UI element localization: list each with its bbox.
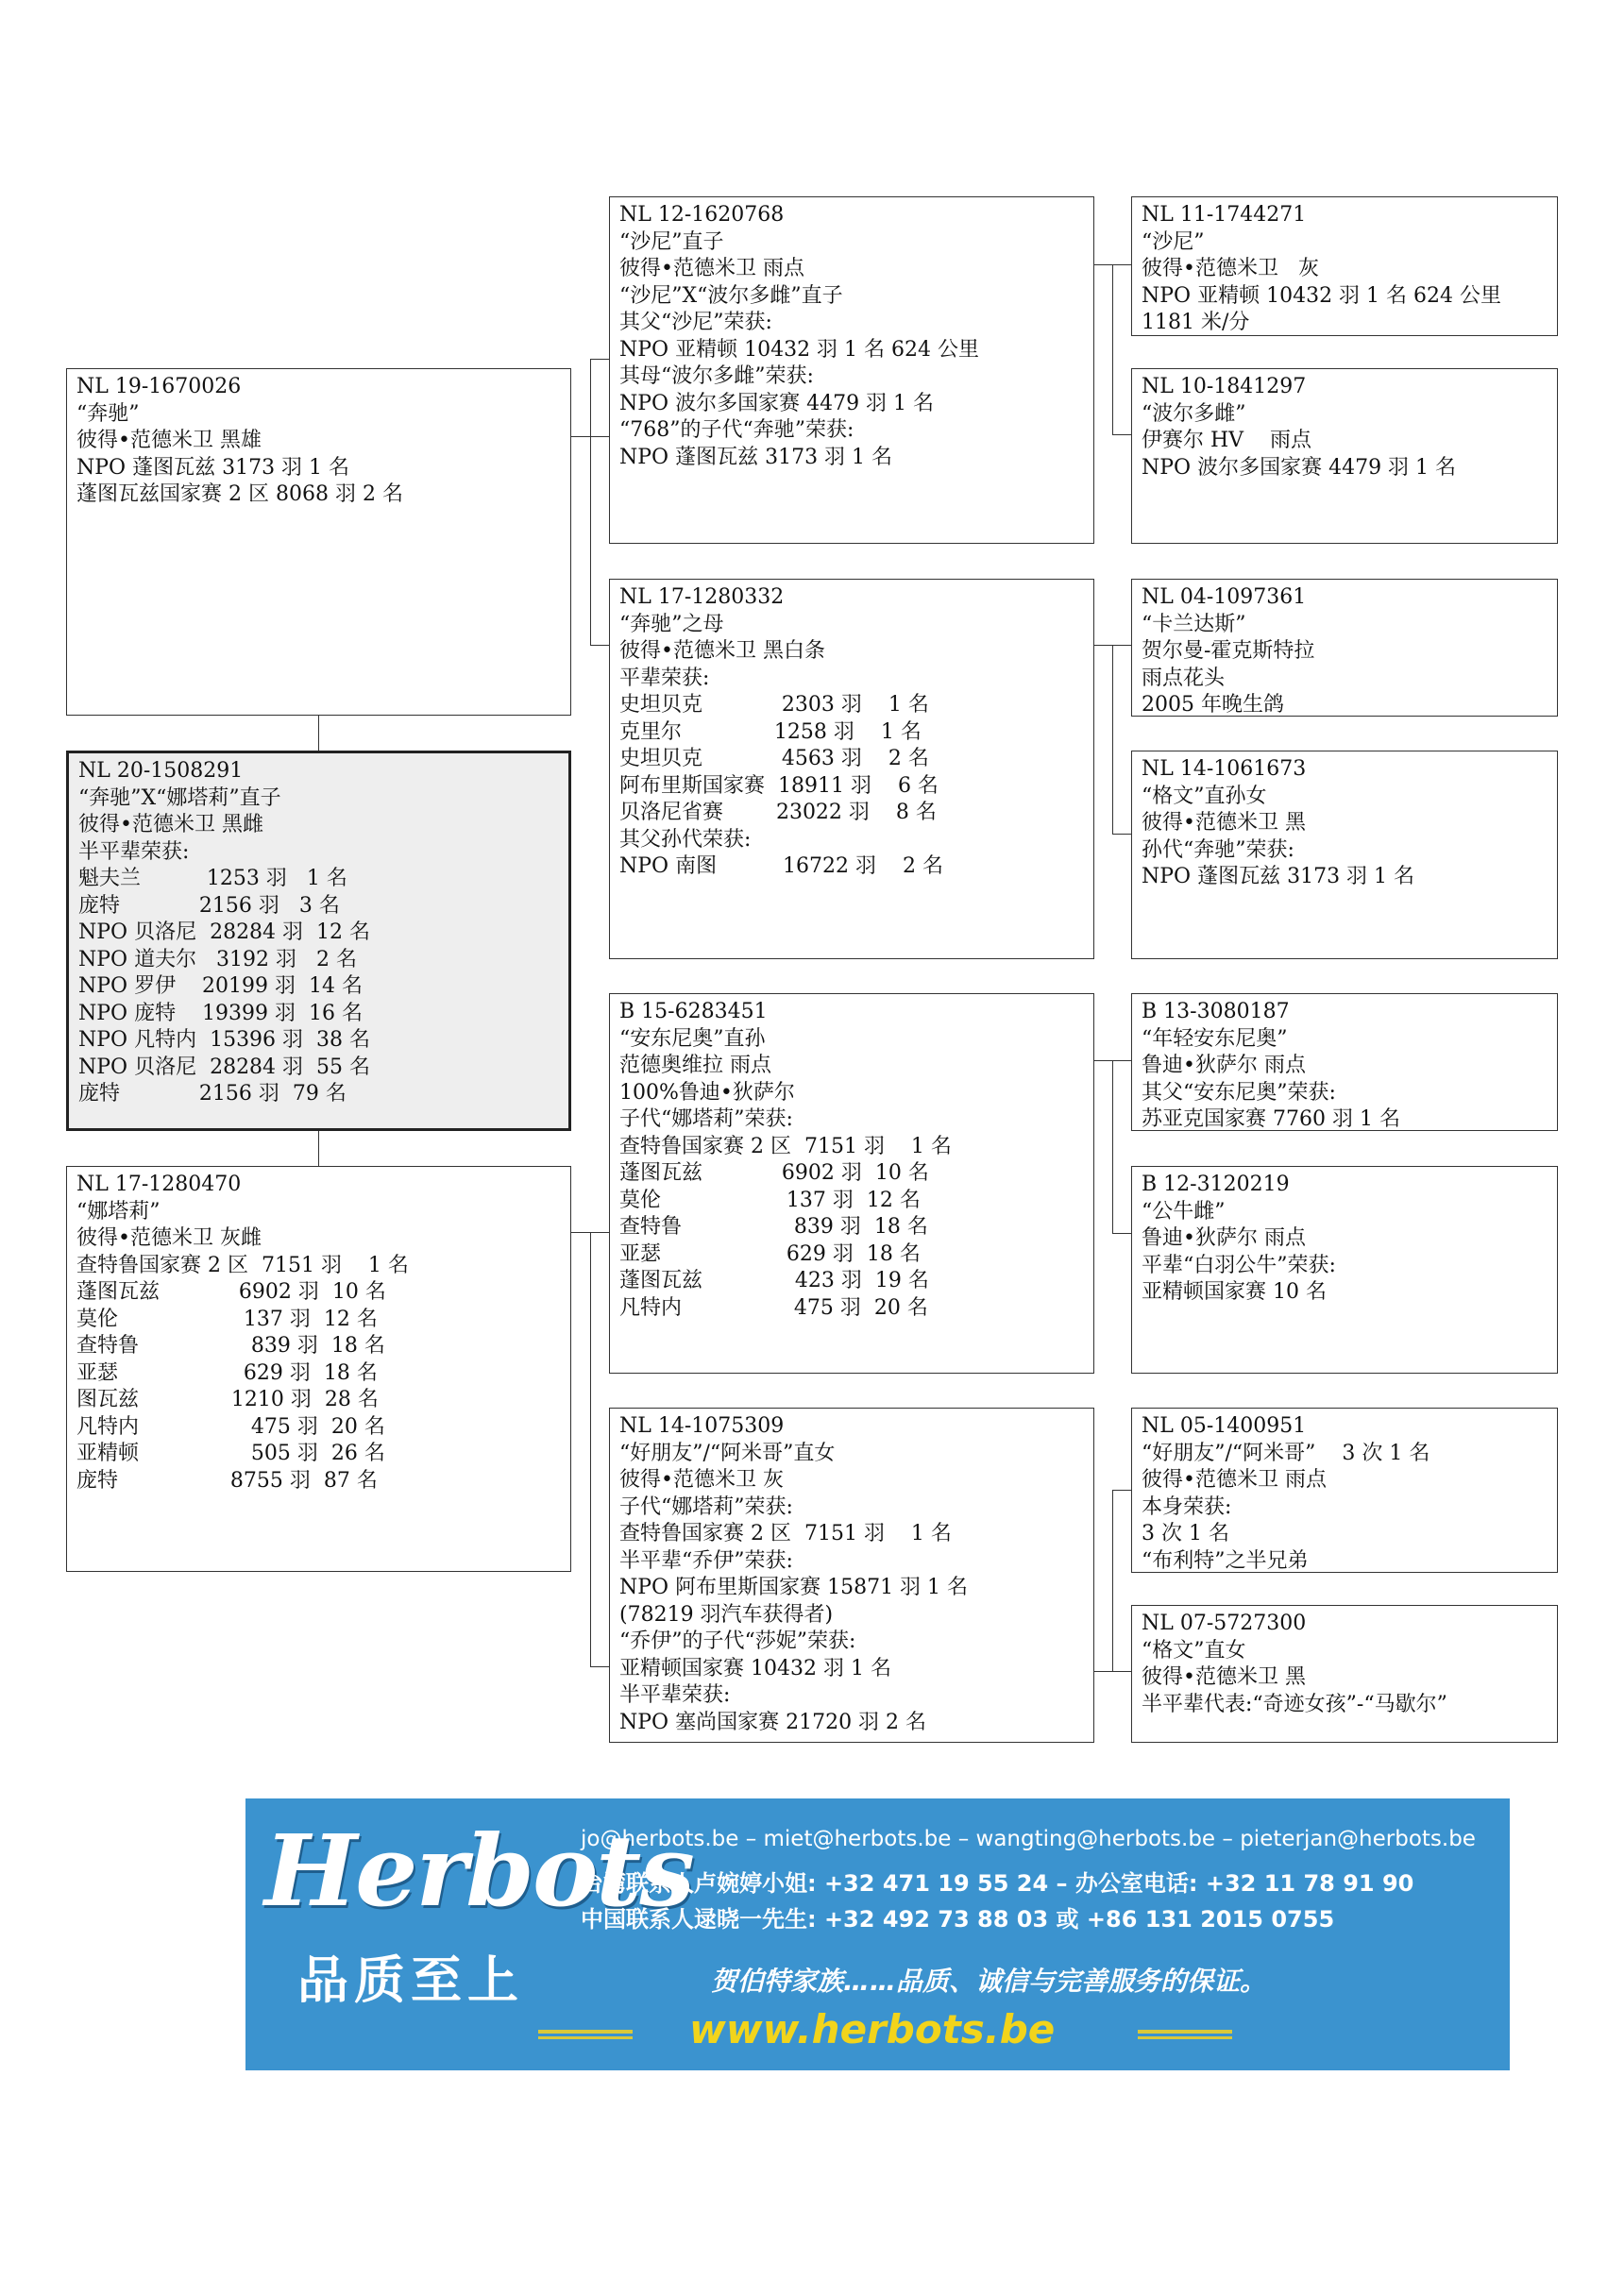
pedigree-line: 史坦贝克 4563 羽 2 名 (619, 747, 929, 770)
pedigree-line: NPO 蓬图瓦兹 3173 羽 1 名 (1142, 865, 1415, 888)
pedigree-line: 凡特内 475 羽 20 名 (619, 1295, 928, 1320)
pedigree-line: (78219 羽汽车获得者) (619, 1602, 834, 1627)
sire-sire-box (609, 196, 1094, 544)
pedigree-line: 蓬图瓦兹 6902 羽 10 名 (619, 1161, 929, 1185)
ring-number: NL 14-1061673 (1142, 757, 1307, 781)
pedigree-line: NPO 波尔多国家赛 4479 羽 1 名 (1142, 455, 1457, 480)
pedigree-line: NPO 阿布里斯国家赛 15871 羽 1 名 (619, 1576, 969, 1599)
pedigree-line: 雨点花头 (1142, 666, 1226, 690)
pedigree-line: 彼得•范德米卫 雨点 (619, 257, 804, 280)
pedigree-line: 3 次 1 名 (1142, 1522, 1229, 1545)
connector (1112, 645, 1113, 834)
pedigree-line: NPO 道夫尔 3192 羽 2 名 (78, 947, 358, 971)
tagline: 贺伯特家族……品质、诚信与完善服务的保证。 (711, 1966, 1267, 1997)
pedigree-line: 彼得•范德米卫 黑雄 (76, 429, 262, 452)
ds-dam-box (1131, 1166, 1558, 1374)
ring-number: NL 07-5727300 (1142, 1612, 1307, 1635)
ring-number: B 15-6283451 (619, 1000, 768, 1023)
pedigree-line: NPO 蓬图瓦兹 3173 羽 1 名 (619, 445, 893, 469)
pedigree-line: 蓬图瓦兹 423 羽 19 名 (619, 1269, 929, 1292)
pedigree-line: 查特鲁国家赛 2 区 7151 羽 1 名 (619, 1522, 952, 1545)
pedigree-line: 彼得•范德米卫 灰 (1142, 257, 1319, 280)
pedigree-line: 莫伦 137 羽 12 名 (76, 1307, 378, 1331)
email-contacts[interactable]: jo@herbots.be – miet@herbots.be – wangting@herbots.be – pieterjan@herbots.be (581, 1827, 1476, 1851)
pedigree-line: 阿布里斯国家赛 18911 羽 6 名 (619, 773, 939, 798)
decorative-rule-right (1138, 2030, 1232, 2034)
connector (1093, 1671, 1132, 1672)
connector (1112, 264, 1113, 434)
pedigree-line: 孙代“奔驰”荣获: (1142, 837, 1294, 862)
sd-sire-box (1131, 579, 1558, 717)
pedigree-line: 贝洛尼省赛 23022 羽 8 名 (619, 801, 937, 824)
ss-sire-box (1131, 196, 1558, 336)
pedigree-line: “娜塔莉” (76, 1199, 161, 1224)
ring-number: NL 14-1075309 (619, 1414, 785, 1438)
dam-dam-box (609, 1408, 1094, 1743)
pedigree-line: 彼得•范德米卫 黑白条 (619, 639, 825, 663)
pedigree-line: “波尔多雌” (1142, 401, 1246, 426)
china-contact: 中国联系人逯晓一先生: +32 492 73 88 03 或 +86 131 2015 0755 (581, 1906, 1335, 1933)
pedigree-line: 其父孙代荣获: (619, 827, 752, 852)
taiwan-contact: 台湾联系人卢婉婷小姐: +32 471 19 55 24 – 办公室电话: +32 11 78 91 90 (581, 1870, 1414, 1897)
pedigree-line: 查特鲁国家赛 2 区 7151 羽 1 名 (619, 1134, 952, 1158)
pedigree-line: 魁夫兰 1253 羽 1 名 (78, 867, 347, 890)
sire-box (66, 368, 571, 716)
slogan: 品质至上 (297, 1950, 524, 2010)
decorative-rule-left (538, 2030, 633, 2034)
herbots-banner (245, 1798, 1510, 2070)
pedigree-line: NPO 凡特内 15396 羽 38 名 (78, 1028, 371, 1052)
pedigree-line: “好朋友”/“阿米哥”直女 (619, 1441, 836, 1465)
ring-number: NL 17-1280470 (76, 1173, 242, 1196)
ring-number: NL 04-1097361 (1142, 585, 1307, 609)
pedigree-line: “年轻安东尼奥” (1142, 1026, 1288, 1051)
pedigree-line: 2005 年晚生鸽 (1142, 693, 1284, 717)
pedigree-line: 伊赛尔 HV 雨点 (1142, 429, 1312, 452)
pedigree-line: 其父“沙尼”荣获: (619, 311, 772, 334)
pedigree-line: NPO 南图 16722 羽 2 名 (619, 854, 943, 878)
pedigree-line: 庞特 2156 羽 79 名 (78, 1082, 347, 1106)
connector (590, 1666, 610, 1667)
pedigree-line: NPO 亚精顿 10432 羽 1 名 624 公里 (1142, 283, 1502, 308)
pedigree-line: “沙尼”X“波尔多雌”直子 (619, 283, 843, 308)
pedigree-line: 亚瑟 629 羽 18 名 (619, 1241, 921, 1266)
sire-dam-box (609, 579, 1094, 959)
connector (1112, 1490, 1132, 1491)
pedigree-line: NPO 罗伊 20199 羽 14 名 (78, 974, 364, 998)
pedigree-line: NPO 波尔多国家赛 4479 羽 1 名 (619, 391, 935, 415)
pedigree-line: 查特鲁 839 羽 18 名 (619, 1215, 928, 1239)
ring-number: NL 05-1400951 (1142, 1414, 1307, 1438)
pedigree-line: NPO 亚精顿 10432 羽 1 名 624 公里 (619, 337, 980, 362)
connector (1112, 1060, 1113, 1233)
pedigree-line: “768”的子代“奔驰”荣获: (619, 418, 854, 442)
pedigree-line: “安东尼奥”直孙 (619, 1026, 766, 1051)
ring-number: B 13-3080187 (1142, 1000, 1290, 1023)
pedigree-line: “好朋友”/“阿米哥” 3 次 1 名 (1142, 1441, 1430, 1465)
subject-box (66, 751, 571, 1131)
connector (1093, 1060, 1132, 1061)
connector (590, 359, 591, 645)
pedigree-line: NPO 贝洛尼 28284 羽 12 名 (78, 920, 371, 944)
connector (318, 715, 319, 751)
pedigree-line: “奔驰”X“娜塔莉”直子 (78, 785, 281, 810)
pedigree-line: “格文”直女 (1142, 1638, 1246, 1663)
pedigree-line: 查特鲁国家赛 2 区 7151 羽 1 名 (76, 1253, 409, 1277)
pedigree-line: 图瓦兹 1210 羽 28 名 (76, 1388, 379, 1411)
pedigree-line: “卡兰达斯” (1142, 612, 1246, 636)
ds-sire-box (1131, 993, 1558, 1131)
pedigree-line: “乔伊”的子代“莎妮”荣获: (619, 1629, 856, 1653)
pedigree-line: 彼得•范德米卫 黑 (1142, 811, 1306, 835)
ring-number: B 12-3120219 (1142, 1173, 1290, 1196)
pedigree-line: “布利特”之半兄弟 (1142, 1548, 1309, 1573)
pedigree-line: 彼得•范德米卫 雨点 (1142, 1468, 1327, 1492)
pedigree-line: 鲁迪•狄萨尔 雨点 (1142, 1054, 1306, 1077)
pedigree-line: NPO 蓬图瓦兹 3173 羽 1 名 (76, 455, 350, 480)
pedigree-line: 半平辈荣获: (619, 1683, 731, 1707)
ring-number: NL 11-1744271 (1142, 203, 1307, 227)
ring-number: NL 19-1670026 (76, 375, 242, 398)
pedigree-line: 鲁迪•狄萨尔 雨点 (1142, 1226, 1306, 1250)
dam-box (66, 1166, 571, 1572)
pedigree-line: 亚瑟 629 羽 18 名 (76, 1360, 378, 1385)
pedigree-line: 庞特 2156 羽 3 名 (78, 893, 340, 918)
pedigree-line: “格文”直孙女 (1142, 784, 1267, 808)
pedigree-line: NPO 塞尚国家赛 21720 羽 2 名 (619, 1710, 927, 1734)
pedigree-line: 半平辈“乔伊”荣获: (619, 1548, 793, 1573)
pedigree-line: 莫伦 137 羽 12 名 (619, 1188, 921, 1212)
pedigree-line: NPO 贝洛尼 28284 羽 55 名 (78, 1055, 371, 1079)
sd-dam-box (1131, 751, 1558, 959)
connector (1093, 645, 1132, 646)
pedigree-line: 蓬图瓦兹 6902 羽 10 名 (76, 1280, 386, 1304)
ring-number: NL 17-1280332 (619, 585, 785, 609)
pedigree-line: 查特鲁 839 羽 18 名 (76, 1334, 385, 1358)
pedigree-line: 彼得•范德米卫 灰雌 (76, 1226, 262, 1250)
connector (1112, 1490, 1113, 1671)
pedigree-line: “奔驰”之母 (619, 612, 724, 636)
pedigree-line: 亚精顿国家赛 10432 羽 1 名 (619, 1656, 891, 1680)
connector (1112, 1233, 1132, 1234)
pedigree-line: 半平辈代表:“奇迹女孩”-“马歇尔” (1142, 1692, 1447, 1716)
pedigree-line: 平辈荣获: (619, 666, 710, 690)
dam-sire-box (609, 993, 1094, 1374)
pedigree-line: “沙尼”直子 (619, 229, 724, 254)
connector (590, 645, 610, 646)
pedigree-line: 其母“波尔多雌”荣获: (619, 364, 814, 388)
ss-dam-box (1131, 368, 1558, 544)
pedigree-line: 彼得•范德米卫 灰 (619, 1468, 784, 1492)
pedigree-line: 蓬图瓦兹国家赛 2 区 8068 羽 2 名 (76, 482, 403, 506)
pedigree-line: 凡特内 475 羽 20 名 (76, 1414, 385, 1439)
pedigree-line: 1181 米/分 (1142, 311, 1250, 334)
pedigree-line: “公牛雌” (1142, 1199, 1226, 1224)
dd-sire-box (1131, 1408, 1558, 1573)
pedigree-line: 亚精顿 505 羽 26 名 (76, 1442, 385, 1465)
ring-number: NL 10-1841297 (1142, 375, 1307, 398)
pedigree-line: 范德奥维拉 雨点 (619, 1054, 771, 1077)
connector (318, 1130, 319, 1166)
pedigree-line: 平辈“白羽公牛”荣获: (1142, 1253, 1336, 1277)
pedigree-line: “奔驰” (76, 401, 140, 426)
pedigree-line: 子代“娜塔莉”荣获: (619, 1494, 793, 1519)
ring-number: NL 12-1620768 (619, 203, 785, 227)
pedigree-line: NPO 庞特 19399 羽 16 名 (78, 1001, 364, 1025)
pedigree-line: 其父“安东尼奥”荣获: (1142, 1080, 1336, 1105)
connector (1093, 264, 1132, 265)
dd-dam-box (1131, 1605, 1558, 1743)
pedigree-line: 苏亚克国家赛 7760 羽 1 名 (1142, 1107, 1400, 1131)
ring-number: NL 20-1508291 (78, 759, 244, 783)
pedigree-line: 半平辈荣获: (78, 839, 190, 864)
pedigree-line: 子代“娜塔莉”荣获: (619, 1107, 793, 1131)
connector (590, 1232, 591, 1666)
pedigree-line: “沙尼” (1142, 229, 1205, 254)
pedigree-line: 庞特 8755 羽 87 名 (76, 1468, 378, 1493)
connector (590, 359, 610, 360)
pedigree-line: 本身荣获: (1142, 1494, 1232, 1519)
pedigree-line: 克里尔 1258 羽 1 名 (619, 719, 922, 744)
pedigree-line: 100%鲁迪•狄萨尔 (619, 1080, 795, 1105)
connector (1112, 834, 1132, 835)
pedigree-line: 史坦贝克 2303 羽 1 名 (619, 693, 929, 717)
connector (1112, 434, 1132, 435)
herbots-logo: Herbots (264, 1813, 693, 1929)
website-link[interactable]: www.herbots.be (689, 2006, 1056, 2052)
pedigree-line: 彼得•范德米卫 黑雌 (78, 813, 263, 836)
pedigree-line: 亚精顿国家赛 10 名 (1142, 1280, 1327, 1304)
pedigree-line: 彼得•范德米卫 黑 (1142, 1665, 1306, 1689)
pedigree-line: 贺尔曼-霍克斯特拉 (1142, 639, 1315, 663)
